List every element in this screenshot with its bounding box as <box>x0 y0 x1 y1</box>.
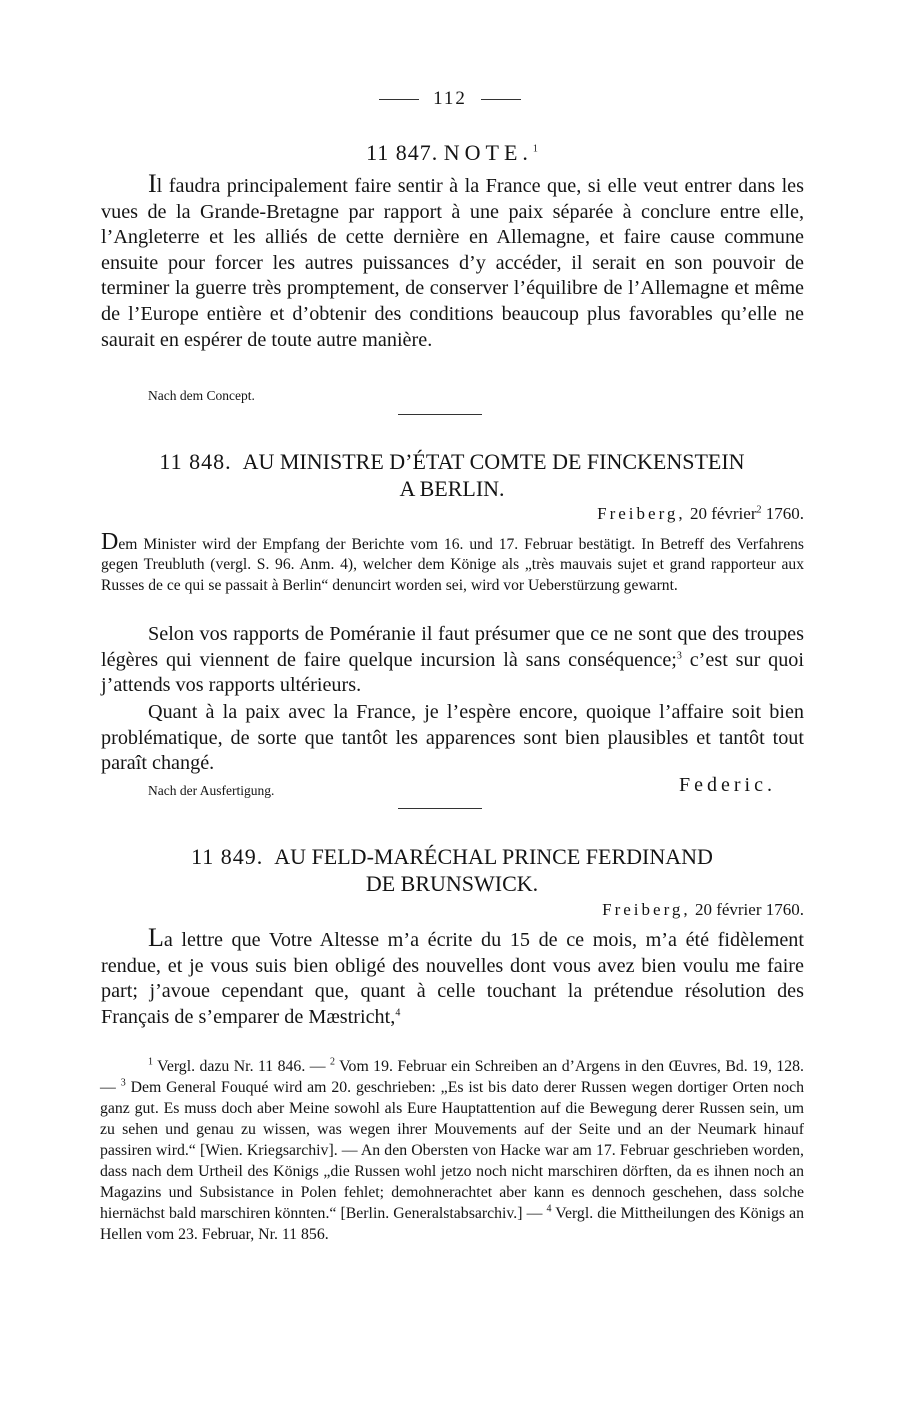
initial-letter: I <box>148 169 157 198</box>
heading-11849 <box>100 843 804 897</box>
dateline-11848 <box>597 504 804 524</box>
document-number: 11 849. <box>191 844 264 869</box>
footnote-ref: 2 <box>756 504 762 516</box>
footnote-ref: 1 <box>532 143 538 155</box>
footnote-2: Vom 19. Februar ein Schreiben an d’Argens in den Œuvres, Bd. 19, 128. — <box>100 1058 804 1096</box>
paragraph: l faudra principalement faire sentir à la France que, si elle veut entrer dans les vues de la Grande-Bretagne par rapport à une paix séparée à conclure entre elle, l’Angleterre et les alliés de cette dernière en Allemagne, et faire cause commune ensuite pour forcer les autres puissances d’y accéder, il serait en son pouvoir de terminer la guerre très promptement, de conserver l’équilibre de l’Allemagne et même de l’Europe entière et d’obtenir des conditions beaucoup plus favorables qu’elle ne saurait en espérer de toute autre manière. <box>101 175 804 351</box>
footnote-marker: 3 <box>120 1077 126 1089</box>
document-number: 11 848. <box>159 449 232 474</box>
footnote-marker: 4 <box>546 1203 552 1215</box>
document-title-line2: DE BRUNSWICK. <box>365 871 539 896</box>
dateline-place: Freiberg, <box>597 504 686 523</box>
document-number: 11 847. <box>366 140 439 165</box>
initial-letter: D <box>101 529 119 555</box>
signature: Federic. <box>679 774 776 796</box>
paragraph-11848-1 <box>101 622 804 699</box>
document-title-line1: AU FELD-MARÉCHAL PRINCE FERDINAND <box>274 844 713 869</box>
source-note-11848: Nach der Ausfertigung. <box>148 783 275 798</box>
dateline-date: 20 février <box>689 504 757 523</box>
footnote-ref: 4 <box>395 1007 401 1019</box>
document-title: NOTE. <box>443 140 533 165</box>
section-divider <box>398 414 482 415</box>
page-number-rule-left <box>379 99 419 100</box>
section-divider <box>398 808 482 809</box>
page-number <box>0 88 900 110</box>
text-11847 <box>101 169 804 353</box>
paragraph: a lettre que Votre Altesse m’a écrite du 15 de ce mois, m’a été fidèlement rendue, et je vous suis bien obligé des nouvelles dont vous avez bien voulu me faire part; j’avoue cependant que, quant à celle touchant la prétendue résolution des Français de s’emparer de Mæstricht, <box>101 929 804 1028</box>
footnote-marker: 1 <box>148 1056 153 1068</box>
footnote-3: Dem General Fouqué wird am 20. geschrieben: „Es ist bis dato derer Russen wegen dortiger Orten noch ganz gut. Es muss doch aber Meine sowohl als Eure Hauptattention auf die Bewegung derer Russen sein, um zu sehen und genau zu wissen, was wegen ihrer Mouvements auf der Seite und an der Neumark hinauf passiren wird.“ [Wien. Kriegsarchiv]. — An den Obersten von Hacke war am 17. Februar geschrieben worden, dass nach dem Urtheil des Königs „die Russen wohl jetzo noch nicht marschiren dörften, da es ihnen noch an Magazins und Subsistance in Polen fehlet; demohnerachtet aber kann es dennoch geschehen, dass solche hiernächst bald marschiren könnten.“ [Berlin. Generalstabsarchiv.] — <box>100 1079 805 1222</box>
footnote-block <box>100 1056 804 1245</box>
initial-letter: L <box>148 923 164 952</box>
page-number-rule-right <box>481 99 521 100</box>
footnote-ref: 3 <box>676 649 682 661</box>
source-note-11847: Nach dem Concept. <box>148 388 255 403</box>
dateline-11849 <box>602 900 804 920</box>
dateline-place: Freiberg, <box>602 900 691 919</box>
document-title-line2: A BERLIN. <box>399 476 505 501</box>
footnote-marker: 2 <box>330 1056 335 1068</box>
summary-11848 <box>101 529 804 596</box>
paragraph-part: c’est sur quoi j’attends vos rapports ultérieurs. <box>101 648 805 697</box>
summary-text: em Minister wird der Empfang der Berichte vom 16. und 17. Februar bestätigt. In Betreff des Verfahrens gegen Treubluth (vergl. S. 96. Anm. 4), welcher dem Könige als „très mauvais sujet et grand rapporteur aux Russes de ce qui se passait à Berlin“ denuncirt worden sei, wird vor Ueberstürzung gewarnt. <box>101 536 804 594</box>
heading-11848 <box>100 448 804 502</box>
page-number-value: 112 <box>433 88 467 109</box>
footnote-4: Vergl. die Mittheilungen des Königs an Hellen vom 23. Februar, Nr. 11 856. <box>100 1205 805 1243</box>
dateline-date: 20 février 1760. <box>694 900 804 919</box>
footnote-1: Vergl. dazu Nr. 11 846. — <box>153 1058 330 1075</box>
paragraph-part: Selon vos rapports de Poméranie il faut présumer que ce ne sont que des troupes légères qui viennent de faire quelque incursion là sans conséquence; <box>101 623 804 671</box>
paragraph-11848-2: Quant à la paix avec la France, je l’espère encore, quoique l’affaire soit bien problématique, de sorte que tantôt les apparences sont bien plausibles et tantôt tout paraît changé. <box>101 701 804 775</box>
footnotes <box>100 1056 804 1245</box>
dateline-year: 1760. <box>765 504 804 523</box>
text-11849 <box>101 923 804 1030</box>
heading-11847 <box>100 139 804 166</box>
document-title-line1: AU MINISTRE D’ÉTAT COMTE DE FINCKENSTEIN <box>242 449 745 474</box>
